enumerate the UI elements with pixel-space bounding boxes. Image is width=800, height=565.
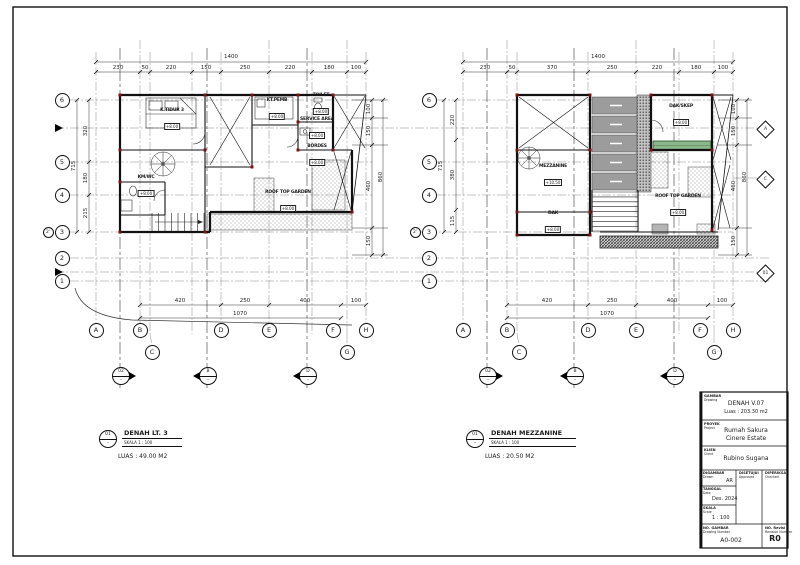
titleblock-label: KLIEN Client: [704, 448, 716, 456]
room-elevation: +8.00: [165, 124, 179, 129]
plan-scale-text: SKALA 1 : 100: [491, 440, 520, 445]
dim-label: 460: [731, 180, 737, 192]
dim-label: 100: [731, 103, 737, 115]
grid-bubble-col: A: [456, 323, 471, 338]
dim-label: 50: [141, 65, 149, 71]
plan-title-bubble: 01 -: [466, 430, 484, 448]
room-name: K.TIDUR 3: [160, 108, 184, 113]
plan-area-text: LUAS : 20.50 M2: [485, 453, 535, 460]
titleblock-label: PROYEK Project: [704, 422, 720, 430]
room-label: [669, 104, 693, 128]
section-marker-label: D: [300, 368, 316, 377]
room-label: [539, 164, 567, 188]
section-marker-label: D: [667, 368, 683, 377]
dim-label: 320: [83, 125, 89, 137]
grid-bubble-col: E: [629, 323, 644, 338]
dim-label: 220: [651, 65, 663, 71]
dim-label: 250: [239, 65, 251, 71]
room-label: [300, 117, 334, 141]
section-marker: D -: [666, 367, 684, 385]
section-marker-label: B: [200, 368, 216, 377]
section-marker-label: 02: [113, 368, 129, 377]
grid-bubble-col: D: [214, 323, 229, 338]
dim-label: 150: [731, 125, 737, 137]
dim-label: 370: [546, 65, 558, 71]
section-arrow-icon: [496, 372, 503, 380]
room-name: ROOF TOP GARDEN: [265, 190, 311, 195]
room-name: ROOF TOP GARDEN: [655, 194, 701, 199]
titleblock-project-name: Rumah Sakura: [724, 427, 768, 434]
grid-bubble-row: 2: [422, 251, 437, 266]
titleblock-label: NO. GAMBAR Drawing Number: [703, 526, 731, 534]
plan-title: [489, 429, 576, 448]
section-marker-label: B: [567, 368, 583, 377]
dim-label: 250: [239, 298, 251, 304]
room-label: [655, 194, 701, 218]
grid-bubble-col: G: [340, 345, 355, 360]
titleblock-drawing-area: Luas : 203.30 m2: [724, 409, 768, 415]
dim-label: 220: [165, 65, 177, 71]
dim-label: 100: [350, 298, 362, 304]
dim-label: 1400: [224, 54, 238, 60]
dim-label: 150: [731, 235, 737, 247]
grid-bubble-row: 1: [55, 274, 70, 289]
dim-label: 460: [366, 180, 372, 192]
stair-arrow: [198, 220, 203, 224]
room-elevation: +8.00: [139, 191, 153, 196]
grid-bubble-col: H: [359, 323, 374, 338]
titleblock-label: TANGGAL Date: [703, 487, 722, 495]
plan-area-text: LUAS : 49.00 M2: [118, 453, 168, 460]
dim-label: 150: [366, 125, 372, 137]
dim-label: 100: [717, 65, 729, 71]
elevation-tag: 01: [756, 264, 774, 282]
grid-bubble-row: 4: [55, 188, 70, 203]
titleblock-label: SKALA Scale: [703, 506, 716, 514]
grid-bubble-row: 1: [422, 274, 437, 289]
grid-bubble-row: 3: [55, 225, 70, 240]
room-name: DAK/SKEP: [669, 104, 693, 109]
elevation-tag: A: [756, 120, 774, 138]
room-elevation: +8.00: [281, 206, 295, 211]
grid-bubble-col: C: [145, 345, 160, 360]
room-elevation: +8.00: [671, 210, 685, 215]
dim-label: 250: [606, 65, 618, 71]
dim-label: 715: [71, 160, 77, 172]
dim-label: 400: [299, 298, 311, 304]
titleblock-project-location: Cinere Estate: [725, 435, 767, 442]
dim-label: 220: [450, 114, 456, 126]
dim-label: 50: [508, 65, 516, 71]
room-name: BORDES: [307, 144, 327, 149]
dim-label: 1070: [233, 311, 247, 317]
elevation-tag: C: [756, 170, 774, 188]
grid-bubble-col: B: [133, 323, 148, 338]
room-name: TOILET: [312, 93, 330, 98]
titleblock-client-name: Rubino Sugana: [723, 455, 769, 462]
dim-label: 180: [83, 172, 89, 184]
titleblock-label: DIPERIKSA Checked: [765, 471, 787, 479]
room-label: [138, 175, 155, 199]
plan-title: [122, 429, 182, 448]
grid-bubble-col: F: [326, 323, 341, 338]
titleblock-date-value: Des. 2024: [712, 496, 738, 502]
section-arrow-icon: [560, 372, 567, 380]
dim-label: 220: [284, 65, 296, 71]
dim-label: 100: [716, 298, 728, 304]
room-elevation: +8.00: [310, 133, 324, 138]
room-name: KM/WC: [137, 175, 155, 180]
dim-label: 860: [742, 171, 748, 183]
grid-bubble-row: 2': [410, 227, 421, 238]
section-marker: D -: [299, 367, 317, 385]
section-marker: B -: [566, 367, 584, 385]
room-label: [545, 211, 561, 235]
room-elevation: +8.00: [314, 109, 328, 114]
section-arrow-icon: [55, 268, 63, 276]
dim-label: 860: [378, 171, 384, 183]
room-label: [265, 190, 311, 214]
room-elevation: +8.00: [674, 120, 688, 125]
room-elevation: +10.50: [545, 180, 561, 185]
grid-bubble-row: 5: [422, 155, 437, 170]
plan-scale-text: SKALA 1 : 100: [124, 440, 153, 445]
grid-bubble-row: 6: [55, 93, 70, 108]
dim-label: 150: [200, 65, 212, 71]
dim-label: 115: [450, 215, 456, 227]
section-arrow-icon: [193, 372, 200, 380]
grid-bubble-col: F: [693, 323, 708, 338]
grid-bubble-col: D: [581, 323, 596, 338]
titleblock-label: DIGAMBAR Drawn: [703, 471, 725, 479]
grid-bubble-row: 4: [422, 188, 437, 203]
section-marker: 02 -: [479, 367, 497, 385]
grid-bubble-row: 3: [422, 225, 437, 240]
titleblock-drawn-value: AR: [726, 478, 733, 484]
section-arrow-icon: [660, 372, 667, 380]
dim-label: 180: [690, 65, 702, 71]
dim-label: 715: [438, 160, 444, 172]
site-boundary: [75, 288, 352, 325]
section-arrow-icon: [55, 124, 63, 132]
plan-title-text: DENAH LT. 3: [122, 429, 182, 439]
room-label: [313, 93, 329, 117]
grid-bubble-col: C: [512, 345, 527, 360]
room-elevation: +8.00: [310, 160, 324, 165]
dim-label: 250: [606, 298, 618, 304]
room-label: [267, 98, 287, 122]
section-marker-label: 02: [480, 368, 496, 377]
section-arrow-icon: [293, 372, 300, 380]
plan-title-bubble: 01 -: [99, 430, 117, 448]
section-marker: 02 -: [112, 367, 130, 385]
room-name: SERVICE AREA: [300, 117, 334, 122]
room-elevation: +8.00: [270, 114, 284, 119]
sheet-border: [13, 7, 787, 556]
section-arrow-icon: [129, 372, 136, 380]
titleblock-label: NO. Revisi Revision Number: [765, 526, 793, 534]
dim-label: 230: [112, 65, 124, 71]
room-elevation: +8.00: [546, 227, 560, 232]
grid-bubble-row: 2': [43, 227, 54, 238]
dim-label: 380: [450, 169, 456, 181]
grid-bubble-row: 6: [422, 93, 437, 108]
grid-bubble-col: E: [262, 323, 277, 338]
plan-title-text: DENAH MEZZANINE: [489, 429, 576, 439]
titleblock-scale-value: 1 : 100: [712, 515, 730, 521]
titleblock-drawing-number: A0-002: [720, 537, 742, 544]
grid-bubble-col: B: [500, 323, 515, 338]
room-name: KT.PEMB: [266, 98, 288, 103]
section-marker: B -: [199, 367, 217, 385]
titleblock-label: DISETUJUI Approved: [739, 471, 759, 479]
grid-bubble-col: G: [707, 345, 722, 360]
dim-label: 420: [541, 298, 553, 304]
dim-label: 1070: [600, 311, 614, 317]
dim-label: 230: [479, 65, 491, 71]
room-label: [307, 144, 327, 168]
titleblock-revision-number: R0: [769, 534, 781, 543]
dim-label: 100: [350, 65, 362, 71]
grid-bubble-row: 2: [55, 251, 70, 266]
dim-label: 1400: [591, 54, 605, 60]
dim-label: 400: [666, 298, 678, 304]
dim-label: 215: [83, 207, 89, 219]
titleblock-drawing-title: DENAH V.07: [727, 400, 765, 407]
grid-bubble-col: A: [89, 323, 104, 338]
titleblock-label: GAMBAR Drawing: [704, 394, 722, 402]
furniture: [121, 97, 663, 211]
grid-lines: [55, 40, 770, 345]
room-name: DAK: [547, 211, 559, 216]
dim-label: 150: [366, 235, 372, 247]
room-name: MEZZANINE: [538, 164, 568, 169]
room-label: [160, 108, 184, 132]
grid-bubble-col: H: [726, 323, 741, 338]
dim-label: 180: [323, 65, 335, 71]
dim-label: 100: [366, 103, 372, 115]
grid-bubble-row: 5: [55, 155, 70, 170]
dim-label: 420: [174, 298, 186, 304]
